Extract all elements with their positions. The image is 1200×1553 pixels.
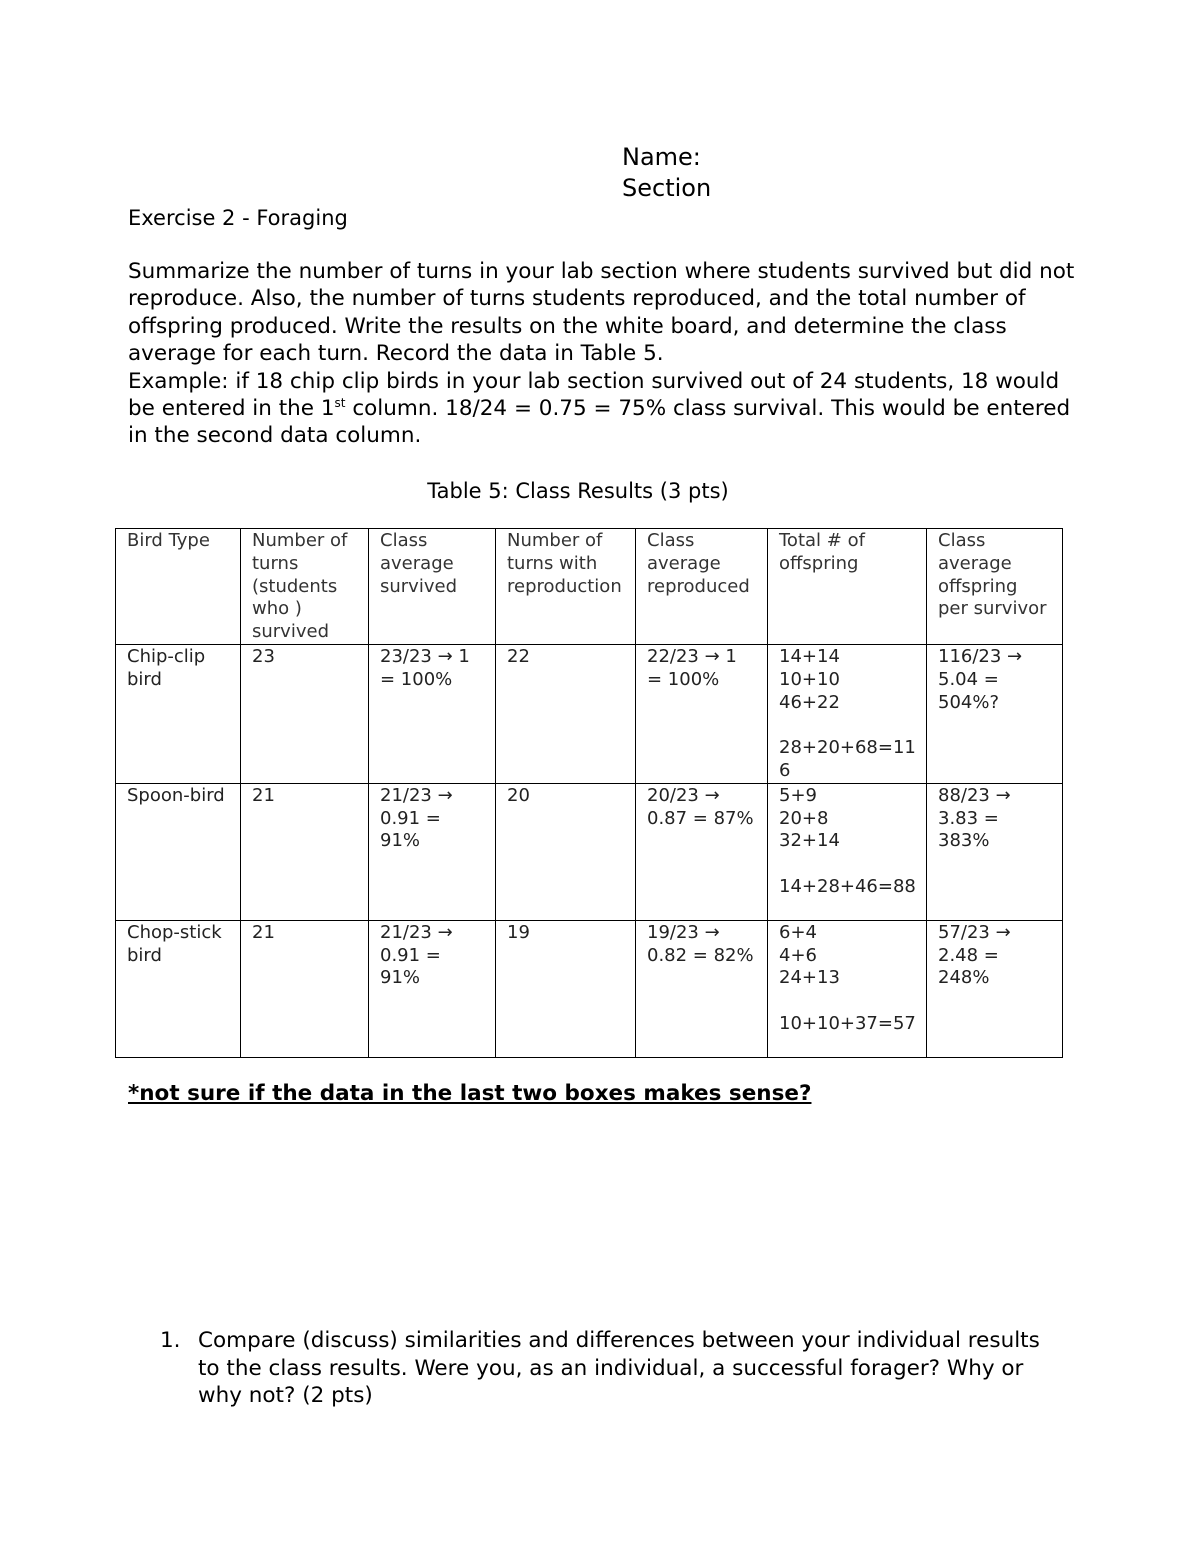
example-superscript: st: [334, 395, 346, 410]
example-text-start: Example: if 18 chip clip birds in your lab section survived out of 24 students, 18 would be entered in the 1: [128, 368, 1060, 422]
total-offspring-cell: 6+4 4+6 24+13 10+10+37=57: [768, 920, 927, 1057]
total-offspring-cell: 14+14 10+10 46+22 28+20+68=116: [768, 644, 927, 783]
header-cell: Class average reproduced: [636, 529, 768, 645]
table-row: [116, 644, 1063, 783]
turns-reproduction-cell: 22: [496, 644, 636, 783]
class-results-table: [115, 528, 1063, 1058]
avg-offspring-cell: 57/23 → 2.48 = 248%: [927, 920, 1063, 1057]
avg-offspring-cell: 88/23 → 3.83 = 383%: [927, 783, 1063, 920]
header-cell: Number of turns with reproduction: [496, 529, 636, 645]
turns-survived-cell: 21: [241, 783, 369, 920]
turns-survived-cell: 21: [241, 920, 369, 1057]
turns-reproduction-cell: 20: [496, 783, 636, 920]
table-caption: Table 5: Class Results (3 pts): [427, 479, 729, 503]
table-row: [116, 920, 1063, 1057]
example-text-end: column. 18/24 = 0.75 = 75% class survival. This would be entered in the second data column.: [128, 396, 1071, 449]
avg-offspring-cell: 116/23 → 5.04 = 504%?: [927, 644, 1063, 783]
turns-reproduction-cell: 19: [496, 920, 636, 1057]
avg-reproduced-cell: 20/23 → 0.87 = 87%: [636, 783, 768, 920]
table-header-row: [116, 529, 1063, 645]
table-row: [116, 783, 1063, 920]
avg-reproduced-cell: 19/23 → 0.82 = 82%: [636, 920, 768, 1057]
avg-reproduced-cell: 22/23 → 1 = 100%: [636, 644, 768, 783]
question-text: Compare (discuss) similarities and differences between your individual results to the class results. Were you, as an individual, a successful forager? Why or why not? (2 pts): [198, 1328, 1040, 1409]
header-cell: Number of turns (students who ) survived: [241, 529, 369, 645]
header-cell: Total # of offspring: [768, 529, 927, 645]
header-cell: Bird Type: [116, 529, 241, 645]
avg-survived-cell: 21/23 → 0.91 = 91%: [369, 783, 496, 920]
bird-type-cell: Chop-stick bird: [116, 920, 241, 1057]
header-cell: Class average offspring per survivor: [927, 529, 1063, 645]
instructions: [128, 258, 1088, 450]
bird-type-cell: Spoon-bird: [116, 783, 241, 920]
question-1: [160, 1327, 1060, 1410]
name-section-block: [622, 142, 711, 204]
bird-type-cell: Chip-clip bird: [116, 644, 241, 783]
avg-survived-cell: 21/23 → 0.91 = 91%: [369, 920, 496, 1057]
question-number: 1.: [160, 1328, 181, 1353]
name-label: Name:: [622, 143, 701, 171]
data-note: *not sure if the data in the last two boxes makes sense?: [128, 1081, 812, 1106]
total-offspring-cell: 5+9 20+8 32+14 14+28+46=88: [768, 783, 927, 920]
avg-survived-cell: 23/23 → 1 = 100%: [369, 644, 496, 783]
example-paragraph: [128, 368, 1088, 450]
section-label: Section: [622, 174, 712, 202]
instructions-paragraph: Summarize the number of turns in your lab section where students survived but did not reproduce. Also, the number of turns students reproduced, and the total number of offspring produced. Write the results on the white board, and determine the class average for each turn. Record the data in Table 5.: [128, 259, 1075, 367]
turns-survived-cell: 23: [241, 644, 369, 783]
header-cell: Class average survived: [369, 529, 496, 645]
exercise-title: Exercise 2 - Foraging: [128, 206, 348, 230]
